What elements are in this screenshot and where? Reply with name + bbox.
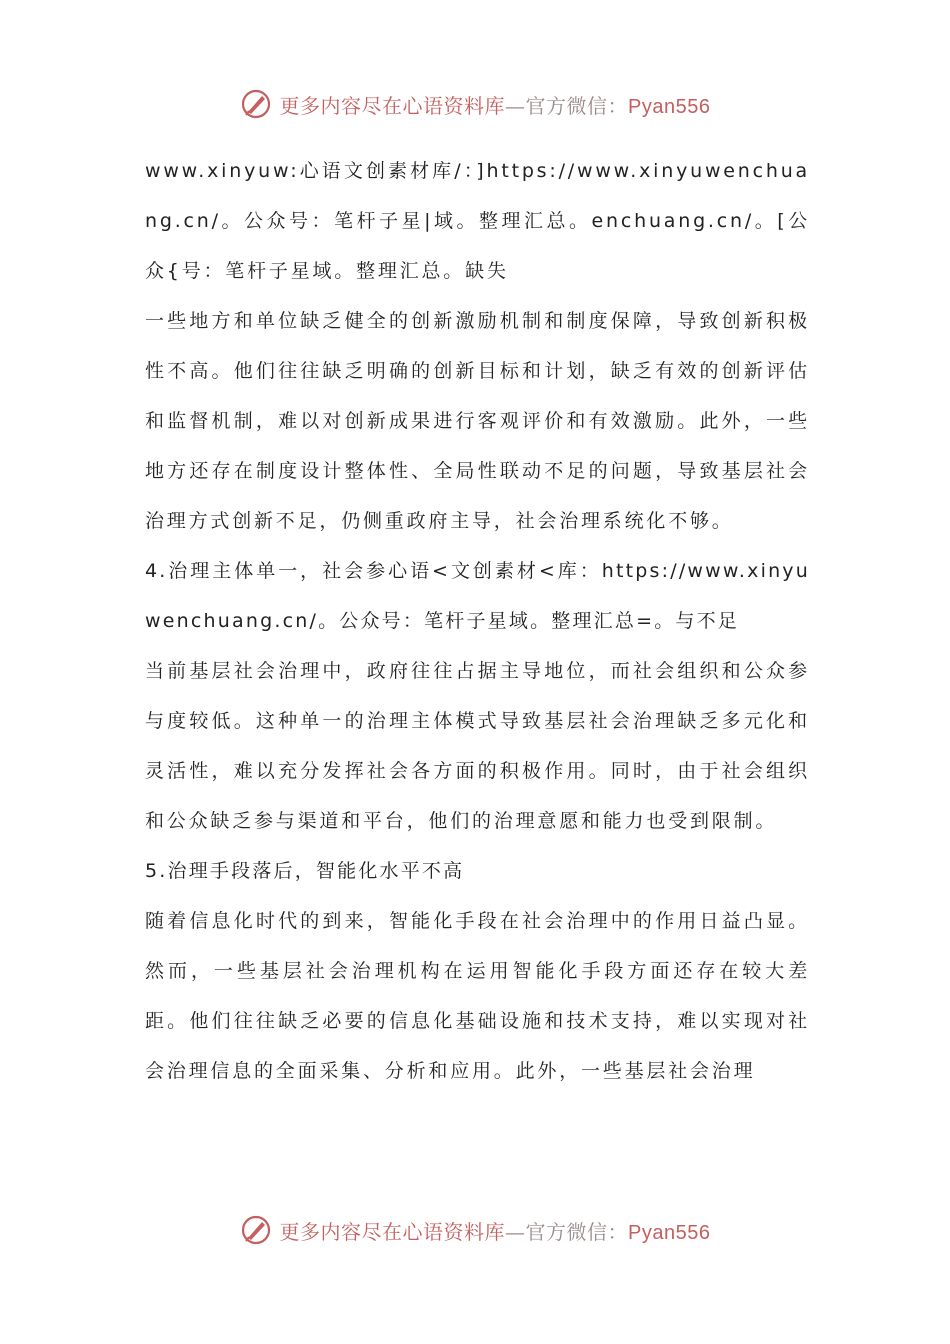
document-body [145,146,810,1096]
footer-banner-sep: — [505,1219,526,1244]
header-banner-wechat-id: Pyan556 [628,95,711,118]
paragraph-2: 一些地方和单位缺乏健全的创新激励机制和制度保障，导致创新积极性不高。他们往往缺乏明确的创新目标和计划，缺乏有效的创新评估和监督机制，难以对创新成果进行客观评价和有效激励。此外，一些地方还存在制度设计整体性、全局性联动不足的问题，导致基层社会治理方式创新不足，仍侧重政府主导，社会治理系统化不够。 [145,310,810,532]
header-banner-official: 官方微信： [525,93,629,118]
paragraph-3: 当前基层社会治理中，政府往往占据主导地位，而社会组织和公众参与度较低。这种单一的治理主体模式导致基层社会治理缺乏多元化和灵活性，难以充分发挥社会各方面的积极作用。同时，由于社会组织和公众缺乏参与渠道和平台，他们的治理意愿和能力也受到限制。 [145,660,810,832]
header-banner-sep: — [505,93,526,118]
footer-banner-official: 官方微信： [525,1219,629,1244]
paragraph-4: 随着信息化时代的到来，智能化手段在社会治理中的作用日益凸显。然而，一些基层社会治理机构在运用智能化手段方面还存在较大差距。他们往往缺乏必要的信息化基础设施和技术支持，难以实现对社会治理信息的全面采集、分析和应用。此外，一些基层社会治理 [145,910,810,1082]
section-heading-4: 4.治理主体单一，社会参心语<文创素材<库：https://www.xinyuwenchuang.cn/。公众号：笔杆子星域。整理汇总=。与不足 [145,560,810,632]
footer-banner [0,1210,950,1250]
quill-logo-icon [240,88,272,120]
paragraph-1: www.xinyuw:心语文创素材库/：]https://www.xinyuwenchuang.cn/。公众号：笔杆子星|域。整理汇总。enchuang.cn/。[公众{号：笔杆子星域。整理汇总。缺失 [145,160,810,282]
footer-banner-main: 更多内容尽在心语资料库 [279,1219,506,1244]
quill-logo-icon [240,1214,272,1246]
footer-banner-wechat-id: Pyan556 [628,1221,711,1244]
footer-banner-text [280,1216,711,1245]
header-banner-main: 更多内容尽在心语资料库 [279,93,506,118]
header-banner-text [280,90,711,119]
header-banner [0,84,950,124]
section-heading-5: 5.治理手段落后，智能化水平不高 [145,860,465,882]
